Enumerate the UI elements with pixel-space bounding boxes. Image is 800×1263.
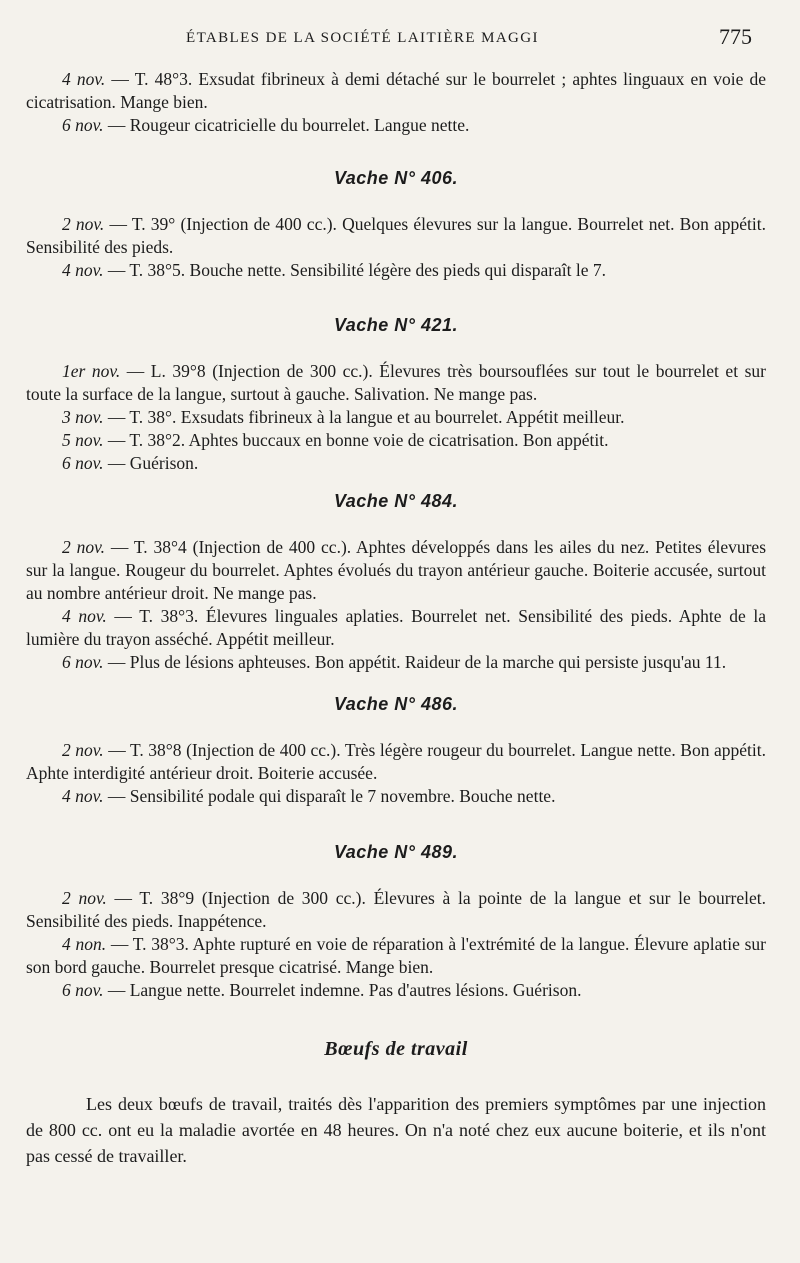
- entry-text: — T. 38°2. Aphtes buccaux en bonne voie de cicatrisation. Bon appétit.: [103, 430, 609, 450]
- entry-text: — L. 39°8 (Injection de 300 cc.). Élevures très boursouflées sur tout le bourrelet et sur toute la surface de la langue, surtout à gauche. Salivation. Ne mange pas.: [26, 361, 766, 404]
- section-heading: Vache N° 406.: [333, 168, 459, 188]
- section-heading: Vache N° 484.: [333, 491, 459, 511]
- entry-date: 2 nov.: [62, 214, 105, 234]
- entry-date: 2 nov.: [62, 740, 104, 760]
- entry: [26, 979, 766, 1002]
- entry: [26, 887, 766, 933]
- entry-date: 4 nov.: [62, 69, 106, 89]
- section-boeufs-de-travail: [26, 1038, 766, 1169]
- entry-date: 2 nov.: [62, 537, 105, 557]
- entry-text: — T. 38°3. Aphte rupturé en voie de réparation à l'extrémité de la langue. Élevure aplatie sur son bord gauche. Bourrelet presque cicatrisé. Mange bien.: [26, 934, 766, 977]
- entry: [26, 785, 766, 808]
- entry-text: — T. 38°. Exsudats fibrineux à la langue et au bourrelet. Appétit meilleur.: [103, 407, 625, 427]
- entry-text: — T. 38°3. Élevures linguales aplaties. Bourrelet net. Sensibilité des pieds. Aphte de la lumière du trayon asséché. Appétit meilleur.: [26, 606, 767, 649]
- entry-text: — Sensibilité podale qui disparaît le 7 novembre. Bouche nette.: [103, 786, 556, 806]
- entry: [26, 213, 766, 259]
- entry: [26, 452, 766, 475]
- entry-date: 4 nov.: [62, 606, 107, 626]
- entry-text: — Plus de lésions aphteuses. Bon appétit. Raideur de la marche qui persiste jusqu'au 11.: [103, 652, 727, 672]
- section-vache-489: [26, 842, 766, 1002]
- entry-text: — Guérison.: [103, 453, 199, 473]
- section-heading: Vache N° 486.: [333, 694, 459, 714]
- entry-date: 6 nov.: [62, 652, 104, 672]
- entry-date: 4 nov.: [62, 260, 104, 280]
- entry-text: — T. 48°3. Exsudat fibrineux à demi détaché sur le bourrelet ; aphtes linguaux en voie de cicatrisation. Mange bien.: [26, 69, 766, 112]
- entry-text: — T. 38°9 (Injection de 300 cc.). Élevures à la pointe de la langue et sur le bourrelet. Sensibilité des pieds. Inappétence.: [26, 888, 767, 931]
- intro-entries: [26, 68, 766, 137]
- running-head: [26, 24, 766, 68]
- section-vache-484: [26, 491, 766, 674]
- entry: [26, 114, 766, 137]
- entry-date: 6 nov.: [62, 115, 104, 135]
- entry-date: 1er nov.: [62, 361, 121, 381]
- entry-text: — Rougeur cicatricielle du bourrelet. Langue nette.: [103, 115, 470, 135]
- entry-text: — T. 39° (Injection de 400 cc.). Quelques élevures sur la langue. Bourrelet net. Bon appétit. Sensibilité des pieds.: [26, 214, 766, 257]
- section-heading: Vache N° 421.: [333, 315, 459, 335]
- section-vache-421: [26, 315, 766, 475]
- entry: [26, 739, 766, 785]
- entry-date: 3 nov.: [62, 407, 104, 427]
- entry: [26, 605, 766, 651]
- entry-date: 5 nov.: [62, 430, 104, 450]
- page-number: 775: [719, 24, 752, 49]
- entry: [26, 360, 766, 406]
- section-heading: Vache N° 489.: [333, 842, 459, 862]
- entry-text: — T. 38°8 (Injection de 400 cc.). Très légère rougeur du bourrelet. Langue nette. Bon appétit. Aphte interdigité antérieur droit. Boiterie accusée.: [26, 740, 767, 783]
- entry: [26, 259, 766, 282]
- section-vache-486: [26, 694, 766, 808]
- entry-date: 2 nov.: [62, 888, 107, 908]
- section-heading: Bœufs de travail: [324, 1038, 468, 1060]
- entry-date: 6 nov.: [62, 453, 104, 473]
- entry: [26, 429, 766, 452]
- section-vache-406: [26, 168, 766, 282]
- entry-text: — Langue nette. Bourrelet indemne. Pas d'autres lésions. Guérison.: [103, 980, 582, 1000]
- body-paragraph: Les deux bœufs de travail, traités dès l'apparition des premiers symptômes par une injection de 800 cc. ont eu la maladie avortée en 48 heures. On n'a noté chez eux aucune boiterie, et ils n'ont pas cessé de travailler.: [26, 1094, 766, 1166]
- entry: [26, 933, 766, 979]
- entry: [26, 68, 766, 114]
- entry-text: — T. 38°5. Bouche nette. Sensibilité légère des pieds qui disparaît le 7.: [103, 260, 607, 280]
- running-title: ÉTABLES DE LA SOCIÉTÉ LAITIÈRE MAGGI: [186, 30, 539, 46]
- entry-date: 6 nov.: [62, 980, 104, 1000]
- entry-date: 4 nov.: [62, 786, 104, 806]
- entry: [26, 536, 766, 605]
- entry: [26, 651, 766, 674]
- entry: [26, 406, 766, 429]
- entry-text: — T. 38°4 (Injection de 400 cc.). Aphtes développés dans les ailes du nez. Petites élevures sur la langue. Rougeur du bourrelet. Aphtes évolués du trayon antérieur gauche. Boiterie accusée, surtout au nombre antérieur droit. Ne mange pas.: [26, 537, 767, 603]
- entry-date: 4 non.: [62, 934, 107, 954]
